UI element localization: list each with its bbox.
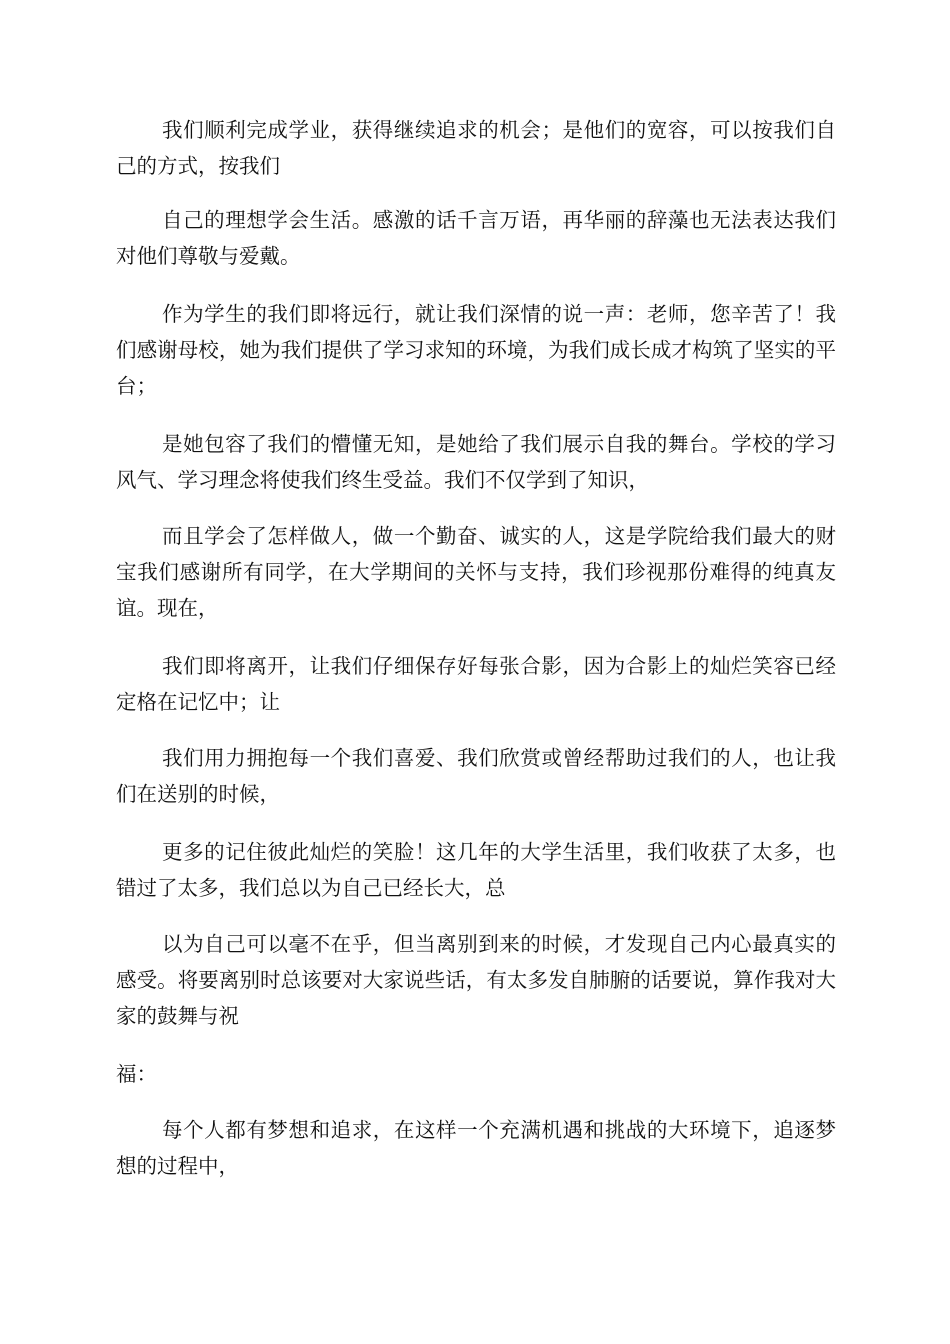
- paragraph: 我们用力拥抱每一个我们喜爱、我们欣赏或曾经帮助过我们的人，也让我们在送别的时候，: [116, 746, 836, 806]
- paragraph: 自己的理想学会生活。感激的话千言万语，再华丽的辞藻也无法表达我们对他们尊敬与爱戴。: [116, 208, 836, 268]
- paragraph: 福：: [116, 1062, 157, 1086]
- document-page: [116, 0, 836, 1344]
- paragraph: 而且学会了怎样做人，做一个勤奋、诚实的人，这是学院给我们最大的财宝我们感谢所有同学，在大学期间的关怀与支持，我们珍视那份难得的纯真友谊。现在，: [116, 524, 836, 620]
- paragraph: 我们顺利完成学业，获得继续追求的机会；是他们的宽容，可以按我们自己的方式，按我们: [116, 118, 836, 178]
- paragraph: 每个人都有梦想和追求，在这样一个充满机遇和挑战的大环境下，追逐梦想的过程中，: [116, 1118, 836, 1178]
- paragraph: 作为学生的我们即将远行，就让我们深情的说一声：老师，您辛苦了！我们感谢母校，她为我们提供了学习求知的环境，为我们成长成才构筑了坚实的平台；: [116, 302, 836, 398]
- paragraph: 以为自己可以毫不在乎，但当离别到来的时候，才发现自己内心最真实的感受。将要离别时总该要对大家说些话，有太多发自肺腑的话要说，算作我对大家的鼓舞与祝: [116, 932, 836, 1028]
- paragraph: 我们即将离开，让我们仔细保存好每张合影，因为合影上的灿烂笑容已经定格在记忆中；让: [116, 654, 836, 714]
- paragraph: 是她包容了我们的懵懂无知，是她给了我们展示自我的舞台。学校的学习风气、学习理念将使我们终生受益。我们不仅学到了知识，: [116, 432, 836, 492]
- paragraph: 更多的记住彼此灿烂的笑脸！这几年的大学生活里，我们收获了太多，也错过了太多，我们总以为自己已经长大，总: [116, 840, 836, 900]
